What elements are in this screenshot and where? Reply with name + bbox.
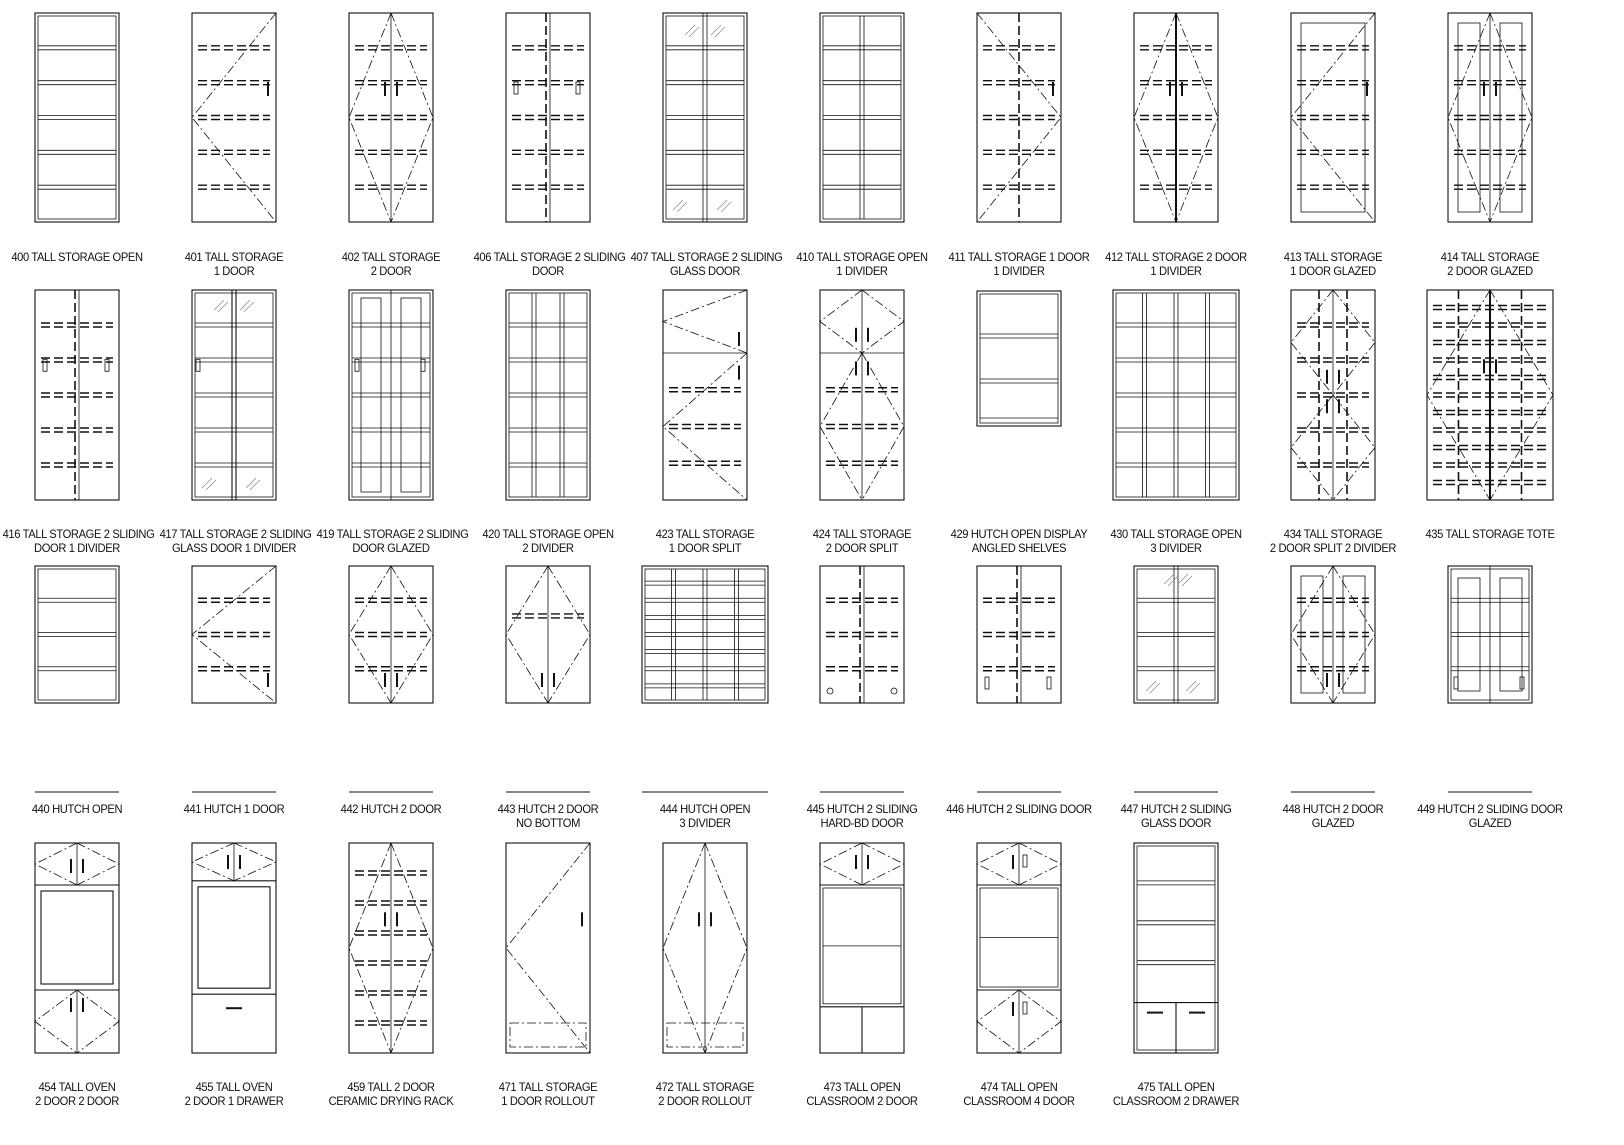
caption-472 bbox=[631, 1080, 780, 1108]
caption-line: 411 TALL STORAGE 1 DOOR bbox=[948, 250, 1090, 264]
caption-line: 472 TALL STORAGE bbox=[655, 1080, 755, 1094]
caption-445 bbox=[788, 802, 937, 830]
cabinet-429-drawing bbox=[977, 291, 1061, 426]
caption-line: 434 TALL STORAGE bbox=[1283, 527, 1383, 541]
cabinet-430-drawing bbox=[1113, 290, 1239, 500]
caption-412 bbox=[1102, 250, 1251, 278]
caption-407 bbox=[630, 250, 783, 278]
cabinet-454-drawing bbox=[35, 843, 119, 1053]
caption-440 bbox=[3, 802, 152, 816]
caption-410 bbox=[788, 250, 937, 278]
caption-line: HARD-BD DOOR bbox=[820, 816, 904, 830]
caption-442 bbox=[317, 802, 466, 816]
caption-line: 471 TALL STORAGE bbox=[498, 1080, 598, 1094]
cabinet-440-drawing bbox=[35, 566, 119, 703]
caption-line: 435 TALL STORAGE TOTE bbox=[1425, 527, 1555, 541]
caption-400 bbox=[3, 250, 152, 264]
cabinet-401-drawing bbox=[192, 13, 276, 222]
caption-406 bbox=[473, 250, 626, 278]
cabinet-423-drawing bbox=[663, 290, 747, 500]
caption-402 bbox=[317, 250, 466, 278]
caption-429 bbox=[945, 527, 1094, 555]
cabinet-435-drawing bbox=[1427, 290, 1553, 500]
cabinet-475-drawing bbox=[1134, 843, 1218, 1053]
caption-475 bbox=[1102, 1080, 1251, 1108]
cabinet-414-drawing bbox=[1448, 13, 1532, 222]
caption-line: DOOR 1 DIVIDER bbox=[34, 541, 120, 555]
caption-line: 446 HUTCH 2 SLIDING DOOR bbox=[946, 802, 1092, 816]
caption-line: 444 HUTCH OPEN bbox=[659, 802, 751, 816]
caption-417 bbox=[159, 527, 312, 555]
cabinet-449-drawing bbox=[1448, 566, 1532, 703]
caption-line: DOOR bbox=[532, 264, 564, 278]
cabinet-406-drawing bbox=[506, 13, 590, 222]
caption-line: 3 DIVIDER bbox=[1150, 541, 1202, 555]
caption-line: 1 DIVIDER bbox=[1150, 264, 1202, 278]
cabinet-400-drawing bbox=[35, 13, 119, 222]
caption-line: DOOR GLAZED bbox=[352, 541, 430, 555]
caption-line: 1 DIVIDER bbox=[836, 264, 888, 278]
cabinet-448-drawing bbox=[1291, 566, 1375, 703]
caption-line: GLASS DOOR bbox=[669, 264, 741, 278]
cabinet-471-drawing bbox=[506, 843, 590, 1053]
caption-424 bbox=[788, 527, 937, 555]
caption-line: 3 DIVIDER bbox=[679, 816, 731, 830]
cabinet-444-drawing bbox=[642, 566, 768, 703]
caption-line: 1 DOOR SPLIT bbox=[668, 541, 742, 555]
caption-line: 454 TALL OVEN bbox=[38, 1080, 116, 1094]
caption-line: 2 DOOR SPLIT 2 DIVIDER bbox=[1269, 541, 1397, 555]
cabinet-420-drawing bbox=[506, 290, 590, 500]
caption-line: ANGLED SHELVES bbox=[971, 541, 1067, 555]
cabinet-410-drawing bbox=[820, 13, 904, 222]
caption-line: 473 TALL OPEN bbox=[823, 1080, 901, 1094]
caption-454 bbox=[3, 1080, 152, 1108]
cabinet-443-drawing bbox=[506, 566, 590, 703]
caption-line: 410 TALL STORAGE OPEN bbox=[796, 250, 928, 264]
caption-449 bbox=[1416, 802, 1565, 830]
caption-line: 440 HUTCH OPEN bbox=[31, 802, 123, 816]
caption-line: 413 TALL STORAGE bbox=[1283, 250, 1383, 264]
caption-455 bbox=[160, 1080, 309, 1108]
caption-line: 448 HUTCH 2 DOOR bbox=[1282, 802, 1384, 816]
caption-line: 430 TALL STORAGE OPEN bbox=[1110, 527, 1242, 541]
caption-line: 1 DOOR bbox=[213, 264, 255, 278]
caption-line: CLASSROOM 2 DOOR bbox=[806, 1094, 918, 1108]
caption-line: 401 TALL STORAGE bbox=[184, 250, 284, 264]
cabinet-424-drawing bbox=[820, 290, 904, 500]
cabinet-413-drawing bbox=[1291, 13, 1375, 222]
caption-line: 455 TALL OVEN bbox=[195, 1080, 273, 1094]
caption-441 bbox=[160, 802, 309, 816]
caption-line: 2 DOOR 2 DOOR bbox=[35, 1094, 119, 1108]
caption-473 bbox=[788, 1080, 937, 1108]
caption-471 bbox=[474, 1080, 623, 1108]
caption-411 bbox=[945, 250, 1094, 278]
cabinet-445-drawing bbox=[820, 566, 904, 703]
caption-435 bbox=[1416, 527, 1565, 541]
caption-line: 406 TALL STORAGE 2 SLIDING bbox=[473, 250, 626, 264]
caption-line: 420 TALL STORAGE OPEN bbox=[482, 527, 614, 541]
caption-line: 416 TALL STORAGE 2 SLIDING bbox=[2, 527, 155, 541]
caption-413 bbox=[1259, 250, 1408, 278]
caption-459 bbox=[317, 1080, 466, 1108]
cabinet-416-drawing bbox=[35, 290, 119, 500]
caption-line: CERAMIC DRYING RACK bbox=[328, 1094, 454, 1108]
caption-448 bbox=[1259, 802, 1408, 830]
caption-414 bbox=[1416, 250, 1565, 278]
caption-line: 424 TALL STORAGE bbox=[812, 527, 912, 541]
cabinet-402-drawing bbox=[349, 13, 433, 222]
caption-line: 400 TALL STORAGE OPEN bbox=[11, 250, 143, 264]
caption-423 bbox=[631, 527, 780, 555]
caption-line: 475 TALL OPEN bbox=[1137, 1080, 1215, 1094]
caption-line: 474 TALL OPEN bbox=[980, 1080, 1058, 1094]
caption-line: 423 TALL STORAGE bbox=[655, 527, 755, 541]
caption-line: 402 TALL STORAGE bbox=[341, 250, 441, 264]
caption-line: 441 HUTCH 1 DOOR bbox=[183, 802, 285, 816]
caption-416 bbox=[2, 527, 155, 555]
caption-430 bbox=[1102, 527, 1251, 555]
caption-line: 419 TALL STORAGE 2 SLIDING bbox=[316, 527, 469, 541]
caption-line: 442 HUTCH 2 DOOR bbox=[340, 802, 442, 816]
cabinet-474-drawing bbox=[977, 843, 1061, 1053]
caption-401 bbox=[160, 250, 309, 278]
cabinet-455-drawing bbox=[192, 843, 276, 1053]
cabinet-442-drawing bbox=[349, 566, 433, 703]
caption-line: 443 HUTCH 2 DOOR bbox=[497, 802, 599, 816]
caption-line: 447 HUTCH 2 SLIDING bbox=[1120, 802, 1232, 816]
caption-line: 2 DOOR SPLIT bbox=[825, 541, 899, 555]
caption-447 bbox=[1102, 802, 1251, 830]
caption-line: 459 TALL 2 DOOR bbox=[347, 1080, 435, 1094]
caption-line: 2 DIVIDER bbox=[522, 541, 574, 555]
caption-line: 429 HUTCH OPEN DISPLAY bbox=[950, 527, 1088, 541]
caption-420 bbox=[474, 527, 623, 555]
caption-443 bbox=[474, 802, 623, 830]
caption-line: 2 DOOR ROLLOUT bbox=[658, 1094, 752, 1108]
caption-line: 449 HUTCH 2 SLIDING DOOR bbox=[1417, 802, 1563, 816]
caption-line: 1 DOOR GLAZED bbox=[1290, 264, 1376, 278]
cabinet-411-drawing bbox=[977, 13, 1061, 222]
cabinet-472-drawing bbox=[663, 843, 747, 1053]
caption-line: CLASSROOM 4 DOOR bbox=[963, 1094, 1075, 1108]
caption-line: GLASS DOOR 1 DIVIDER bbox=[171, 541, 297, 555]
caption-line: GLAZED bbox=[1311, 816, 1355, 830]
cabinet-407-drawing bbox=[663, 13, 747, 222]
cabinet-441-drawing bbox=[192, 566, 276, 703]
caption-line: 414 TALL STORAGE bbox=[1440, 250, 1540, 264]
caption-line: 1 DOOR ROLLOUT bbox=[501, 1094, 595, 1108]
cabinet-434-drawing bbox=[1291, 290, 1375, 500]
caption-line: NO BOTTOM bbox=[515, 816, 581, 830]
caption-line: 1 DIVIDER bbox=[993, 264, 1045, 278]
caption-444 bbox=[631, 802, 780, 830]
cabinet-446-drawing bbox=[977, 566, 1061, 703]
caption-line: 445 HUTCH 2 SLIDING bbox=[806, 802, 918, 816]
caption-419 bbox=[316, 527, 469, 555]
caption-line: 2 DOOR 1 DRAWER bbox=[184, 1094, 284, 1108]
cabinet-459-drawing bbox=[349, 843, 433, 1053]
cabinet-417-drawing bbox=[192, 290, 276, 500]
caption-line: CLASSROOM 2 DRAWER bbox=[1112, 1094, 1240, 1108]
caption-line: 407 TALL STORAGE 2 SLIDING bbox=[630, 250, 783, 264]
cabinet-412-drawing bbox=[1134, 13, 1218, 222]
caption-line: 412 TALL STORAGE 2 DOOR bbox=[1105, 250, 1247, 264]
caption-446 bbox=[945, 802, 1094, 816]
caption-474 bbox=[945, 1080, 1094, 1108]
cabinet-419-drawing bbox=[349, 290, 433, 500]
cabinet-447-drawing bbox=[1134, 566, 1218, 703]
caption-434 bbox=[1259, 527, 1408, 555]
cabinet-473-drawing bbox=[820, 843, 904, 1053]
caption-line: 2 DOOR bbox=[370, 264, 412, 278]
caption-line: GLASS DOOR bbox=[1140, 816, 1212, 830]
caption-line: GLAZED bbox=[1468, 816, 1512, 830]
caption-line: 417 TALL STORAGE 2 SLIDING bbox=[159, 527, 312, 541]
caption-line: 2 DOOR GLAZED bbox=[1447, 264, 1533, 278]
